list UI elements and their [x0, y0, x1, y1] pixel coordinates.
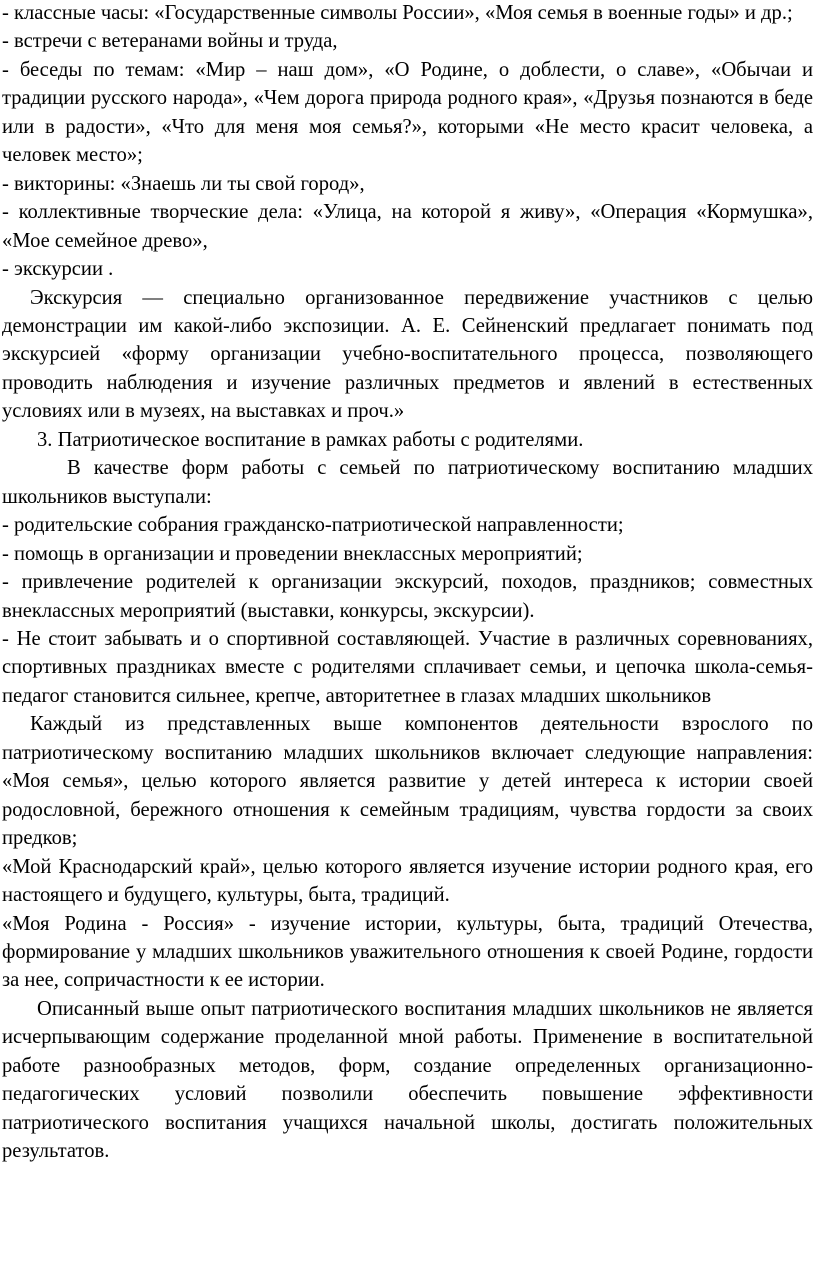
list-item-quizzes: - викторины: «Знаешь ли ты свой город», — [2, 172, 365, 195]
paragraph-homeland-russia: «Моя Родина - Россия» - изучение истории, культуры, быта, традиций Отечества, формирование у младших школьников уважительного отношения к своей Родине, гордости за нее, сопричастности к ее истории. — [2, 912, 813, 992]
paragraph-family-work-forms: В качестве форм работы с семьей по патриотическому воспитанию младших школьников выступали: — [2, 457, 813, 508]
list-item-excursions: - экскурсии . — [2, 258, 114, 281]
list-item-class-hours: - классные часы: «Государственные символы России», «Моя семья в военные годы» и др.; — [2, 2, 793, 24]
list-item-event-help: - помощь в организации и проведении внеклассных мероприятий; — [2, 542, 583, 565]
list-item-parent-involvement: - привлечение родителей к организации экскурсий, походов, праздников; совместных внеклассных мероприятий (выставки, конкурсы, экскурсии). — [2, 571, 813, 622]
list-item-parent-meetings: - родительские собрания гражданско-патриотической направленности; — [2, 514, 624, 537]
paragraph-krasnodar-region: «Мой Краснодарский край», целью которого является изучение истории родного края, его настоящего и будущего, культуры, быта, традиций. — [2, 855, 813, 907]
list-item-talks: - беседы по темам: «Мир – наш дом», «О Родине, о доблести, о славе», «Обычаи и традиции русского народа», «Чем дорога природа родного края», «Друзья познаются в беде или в радости», «Что для меня моя семья?», которыми «Не место красит человека, а человек место»; — [2, 58, 813, 167]
list-item-veteran-meetings: - встречи с ветеранами войны и труда, — [2, 30, 338, 53]
list-item-sports: - Не стоит забывать и о спортивной составляющей. Участие в различных соревнованиях, спортивных праздниках вместе с родителями сплачивает семьи, и цепочка школа-семья-педагог становится сильнее, крепче, авторитетнее в глазах младших школьников — [2, 627, 813, 707]
list-item-creative-activities: - коллективные творческие дела: «Улица, на которой я живу», «Операция «Кормушка», «Мое семейное древо», — [2, 201, 813, 252]
paragraph-excursion-definition: Экскурсия — специально организованное передвижение участников с целью демонстрации им какой-либо экспозиции. А. Е. Сейненский предлагает понимать под экскурсией «форму организации учебно-воспитательного процесса, позволяющего проводить наблюдения и изучение различных предметов и явлений в естественных условиях или в музеях, на выставках и проч.» — [2, 286, 813, 423]
section-heading-parents: 3. Патриотическое воспитание в рамках работы с родителями. — [37, 428, 584, 451]
paragraph-directions: Каждый из представленных выше компонентов деятельности взрослого по патриотическому воспитанию младших школьников включает следующие направления: «Моя семья», целью которого является развитие у детей интереса к истории своей родословной, бережного отношения к семейным традициям, чувства гордости за своих предков; — [2, 713, 813, 850]
paragraph-conclusion: Описанный выше опыт патриотического воспитания младших школьников не является исчерпывающим содержание проделанной мной работы. Применение в воспитательной работе разнообразных методов, форм, создание определенных организационно-педагогических условий позволили обеспечить повышение эффективности патриотического воспитания учащихся начальной школы, достигать положительных результатов. — [2, 997, 813, 1163]
